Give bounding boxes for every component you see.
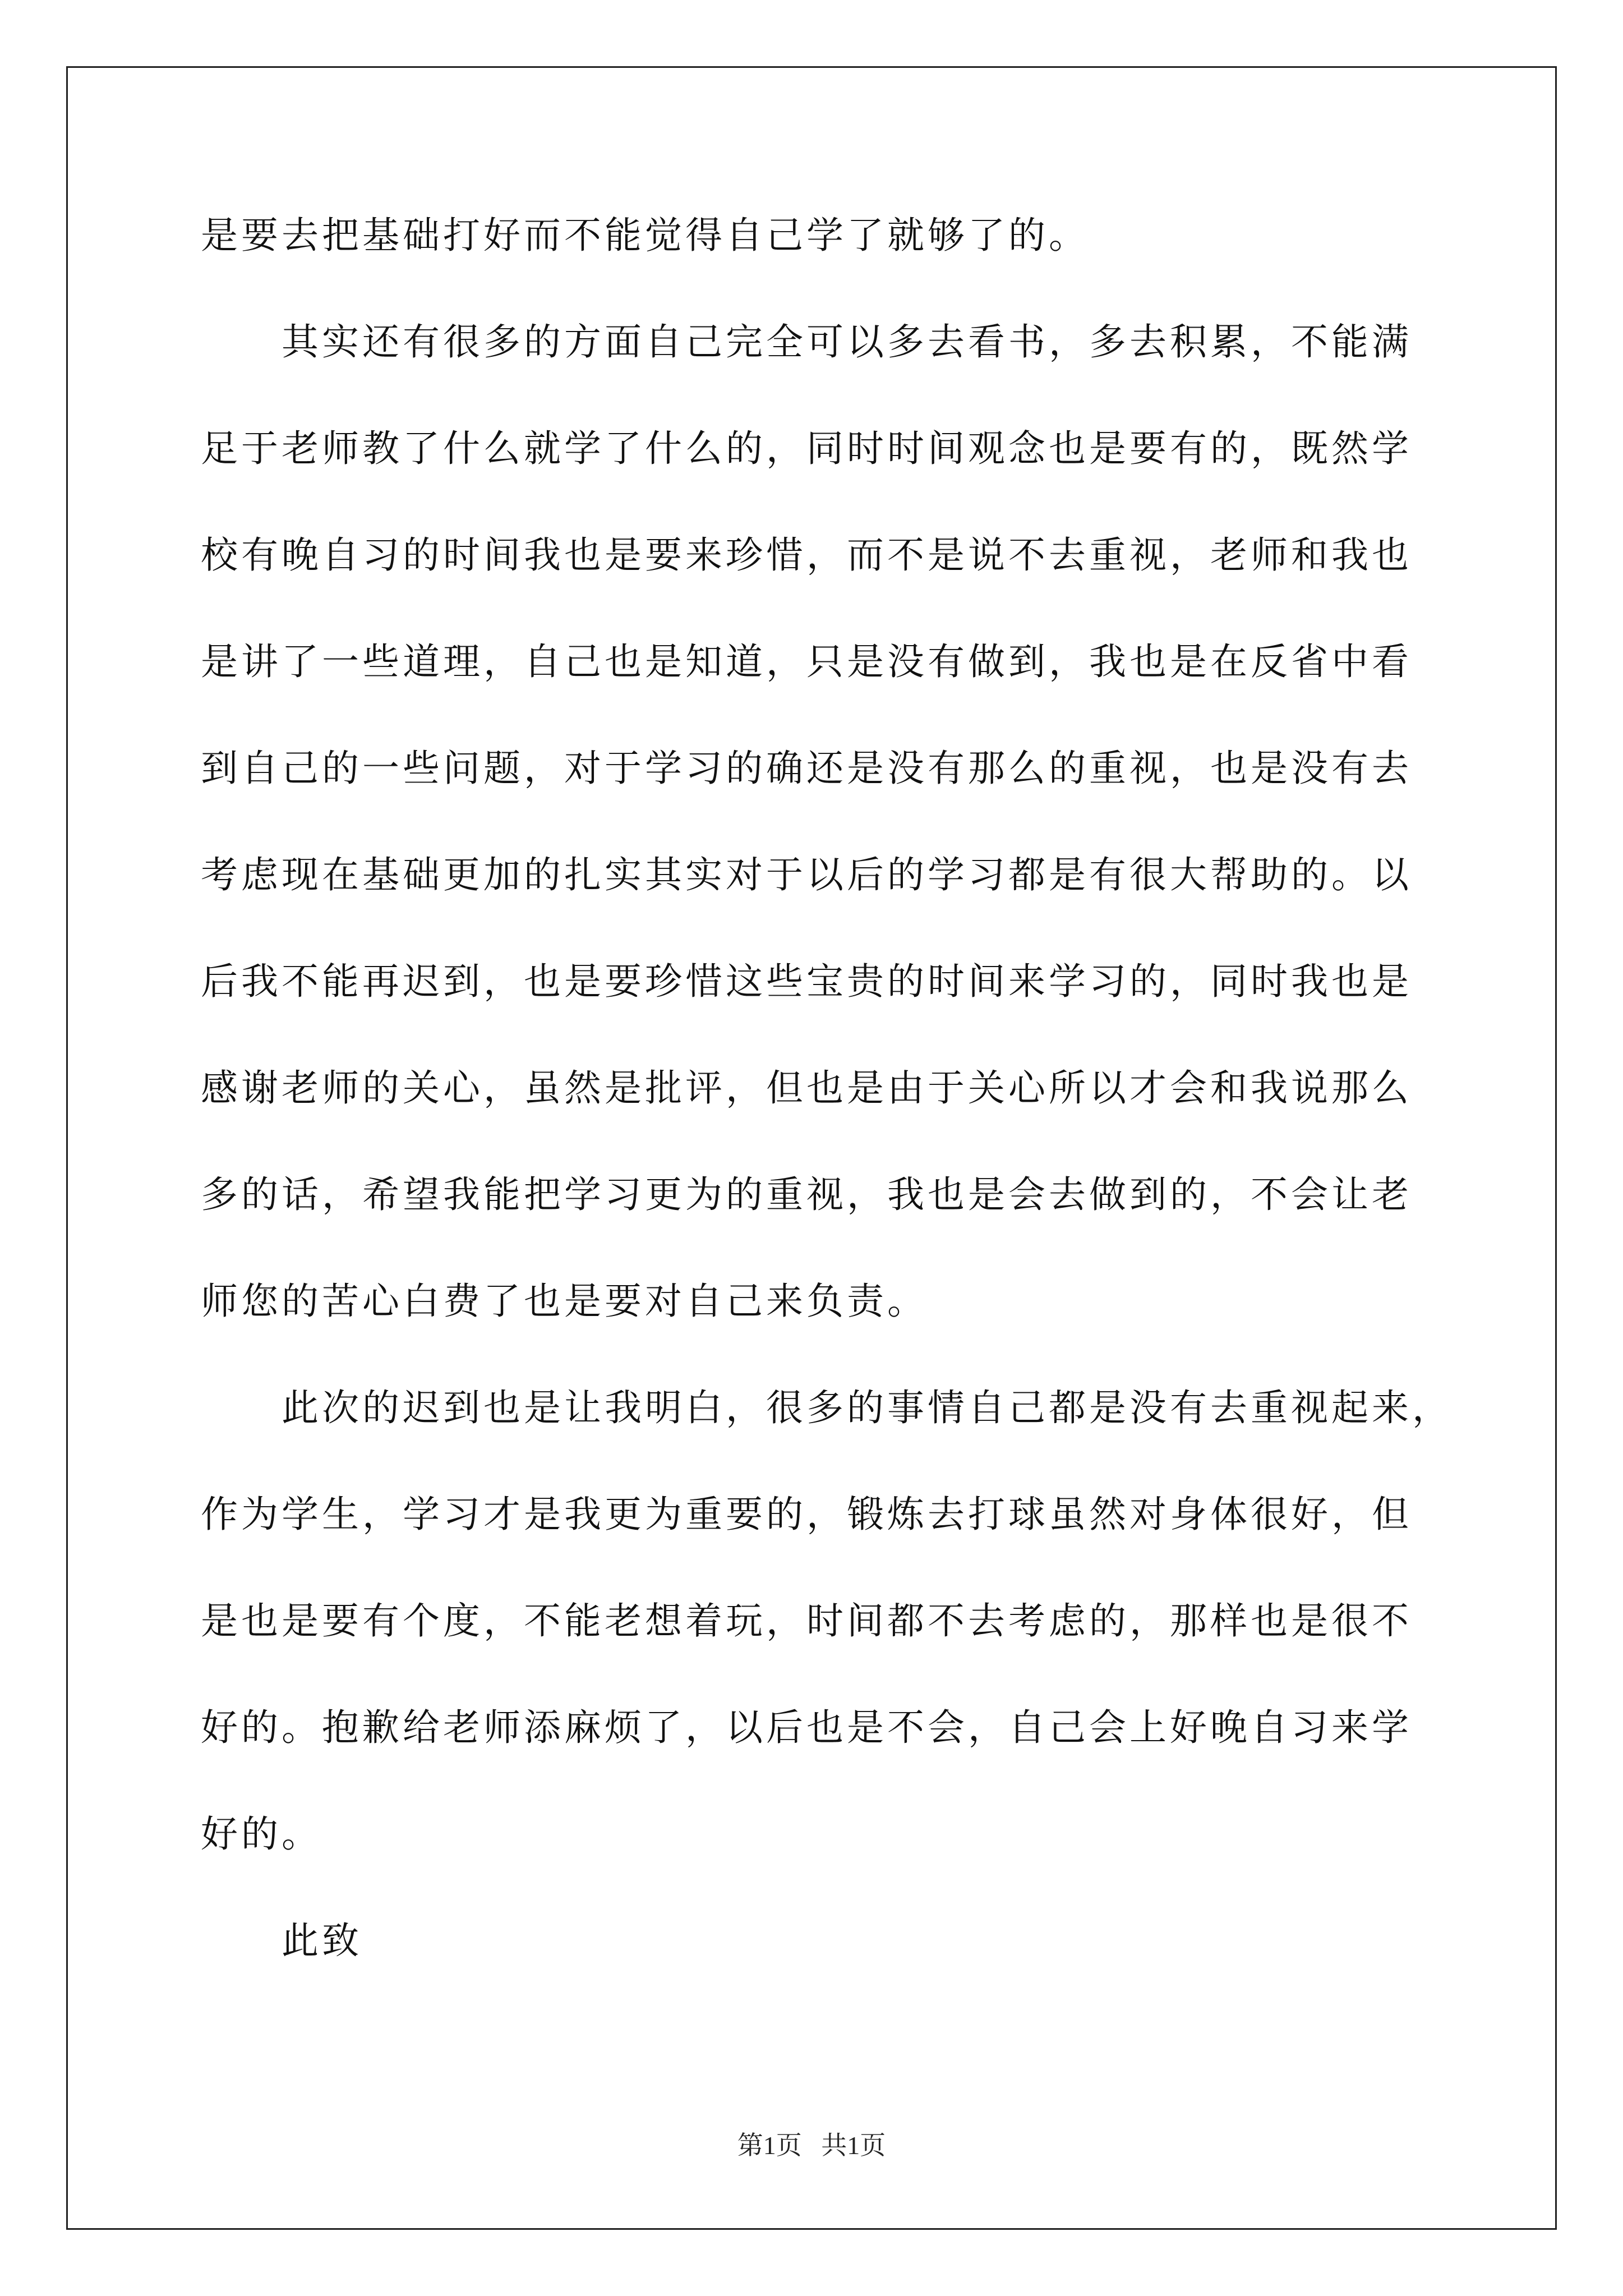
document-body <box>201 208 1453 2019</box>
text-line: 好的。抱歉给老师添麻烦了，以后也是不会，自己会上好晚自习来学 <box>201 1706 1412 1749</box>
text-line: 考虑现在基础更加的扎实其实对于以后的学习都是有很大帮助的。以 <box>201 853 1412 896</box>
text-line: 作为学生，学习才是我更为重要的，锻炼去打球虽然对身体很好，但 <box>201 1493 1412 1536</box>
text-line: 到自己的一些问题，对于学习的确还是没有那么的重视，也是没有去 <box>201 747 1412 790</box>
text-line: 足于老师教了什么就学了什么的，同时时间观念也是要有的，既然学 <box>201 427 1412 470</box>
text-line: 是讲了一些道理，自己也是知道，只是没有做到，我也是在反省中看 <box>201 640 1412 683</box>
paragraph-start-line: 其实还有很多的方面自己完全可以多去看书，多去积累，不能满 <box>282 320 1412 364</box>
text-line: 校有晚自习的时间我也是要来珍惜，而不是说不去重视，老师和我也 <box>201 533 1412 577</box>
text-line: 师您的苦心白费了也是要对自己来负责。 <box>201 1280 928 1323</box>
text-line: 是要去把基础打好而不能觉得自己学了就够了的。 <box>201 214 1089 257</box>
text-line: 多的话，希望我能把学习更为的重视，我也是会去做到的，不会让老 <box>201 1173 1412 1216</box>
page-footer: 第1页 共1页 <box>737 2131 886 2160</box>
paragraph-start-line: 此次的迟到也是让我明白，很多的事情自己都是没有去重视起来， <box>282 1386 1453 1429</box>
text-line: 后我不能再迟到，也是要珍惜这些宝贵的时间来学习的，同时我也是 <box>201 960 1412 1003</box>
text-line: 是也是要有个度，不能老想着玩，时间都不去考虑的，那样也是很不 <box>201 1599 1412 1642</box>
closing-salutation: 此致 <box>282 1919 362 1962</box>
text-line: 好的。 <box>201 1812 322 1856</box>
text-line: 感谢老师的关心，虽然是批评，但也是由于关心所以才会和我说那么 <box>201 1066 1412 1110</box>
